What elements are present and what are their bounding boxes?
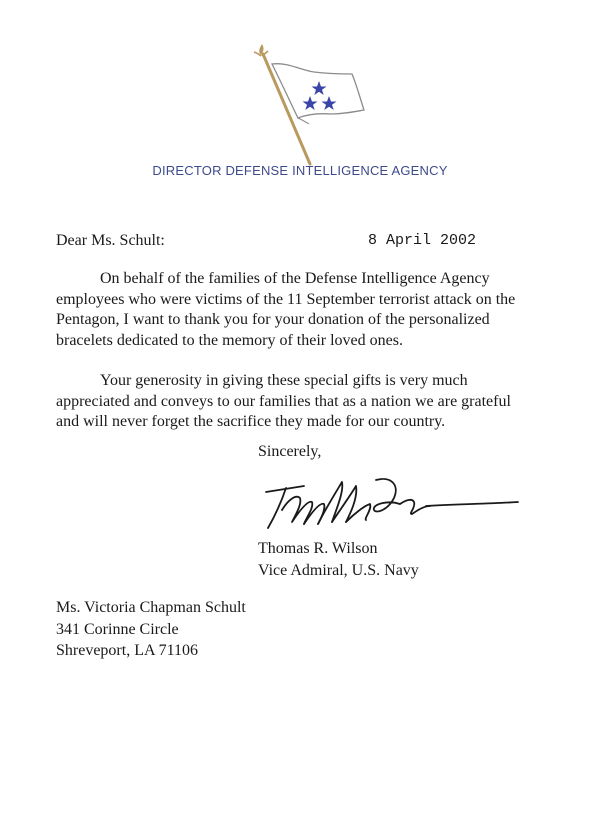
- closing: Sincerely,: [258, 443, 322, 460]
- recipient-city-state-zip: Shreveport, LA 71106: [56, 642, 199, 659]
- signer-name: Thomas R. Wilson: [258, 540, 378, 557]
- signer-title: Vice Admiral, U.S. Navy: [258, 562, 419, 579]
- recipient-street: 341 Corinne Circle: [56, 620, 179, 638]
- body-paragraph: [56, 269, 538, 351]
- body-paragraph-text: Your generosity in giving these special gifts is very much appreciated and conveys to our families that as a nation we are grateful and will never forget the sacrifice they made for our country.: [56, 372, 511, 431]
- three-star-flag-icon: [240, 40, 380, 170]
- salutation: Dear Ms. Schult:: [56, 232, 165, 249]
- letter-date: 8 April 2002: [368, 232, 477, 249]
- recipient-name: Ms. Victoria Chapman Schult: [56, 599, 246, 616]
- handwritten-signature: [256, 470, 526, 540]
- letterhead-organization: DIRECTOR DEFENSE INTELLIGENCE AGENCY: [152, 163, 448, 178]
- body-paragraph: [56, 371, 538, 433]
- recipient-address: [56, 597, 246, 662]
- body-paragraph-text: On behalf of the families of the Defense Intelligence Agency employees who were victims of the 11 September terrorist attack on the Pentagon, I want to thank you for your donation of the personalized bracelets dedicated to the memory of their loved ones.: [56, 270, 516, 349]
